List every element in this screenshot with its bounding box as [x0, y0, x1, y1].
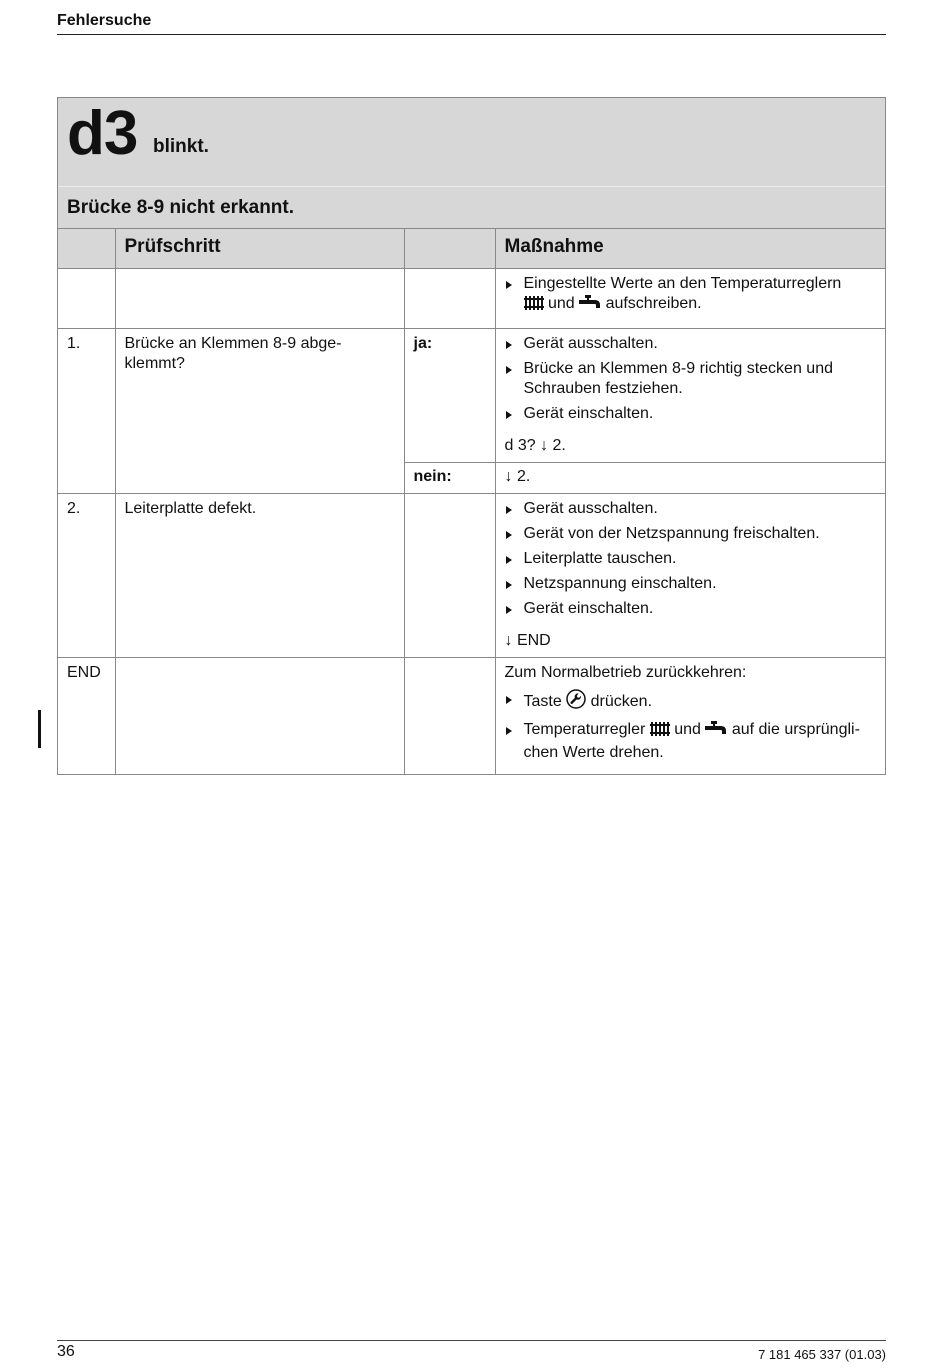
answer-no: nein:	[404, 463, 495, 494]
action-list	[505, 689, 877, 763]
step-number: 1.	[58, 329, 115, 494]
header-num	[58, 229, 115, 269]
radiator-icon	[524, 295, 544, 317]
section-title: Fehlersuche	[57, 12, 152, 29]
fault-cause	[58, 187, 885, 229]
list-item: Gerät einschalten.	[505, 599, 877, 619]
action-list	[505, 274, 877, 317]
action-list	[505, 499, 877, 619]
list-item: Gerät ausschalten.	[505, 334, 877, 354]
table-row	[58, 329, 885, 463]
radiator-icon	[650, 721, 670, 743]
tap-icon	[705, 721, 727, 743]
table-row	[58, 658, 885, 775]
step-number: 2.	[58, 494, 115, 658]
action-intro: Zum Normalbetrieb zurückkehren:	[504, 664, 747, 681]
step-result: ↓ END	[504, 632, 551, 649]
fault-status: blinkt.	[153, 136, 209, 157]
fault-title-band	[58, 98, 885, 187]
list-item: Gerät ausschalten.	[505, 499, 877, 519]
action-list	[505, 334, 877, 424]
fault-cause-text: Brücke 8-9 nicht erkannt.	[67, 197, 295, 218]
fault-table-box	[57, 97, 886, 775]
tap-icon	[579, 295, 601, 317]
change-bar	[38, 710, 41, 748]
list-item: Netzspannung einschalten.	[505, 574, 877, 594]
page-number: 36	[57, 1343, 75, 1360]
section-header	[57, 12, 886, 35]
table-row	[58, 494, 885, 658]
step-result: d 3? ↓ 2.	[504, 437, 566, 454]
step-number: END	[58, 658, 115, 775]
step-check: Leiterplatte defekt.	[115, 494, 404, 658]
fault-code: d3	[67, 99, 138, 168]
header-action: Maßnahme	[495, 229, 885, 269]
list-item: Taste drücken.	[505, 689, 877, 715]
header-answer	[404, 229, 495, 269]
answer-yes: ja:	[404, 329, 495, 463]
step-result: ↓ 2.	[495, 463, 885, 494]
footer	[57, 1340, 886, 1362]
wrench-button-icon	[566, 689, 586, 715]
step-check: Brücke an Klemmen 8-9 abgeklemmt?	[115, 329, 404, 494]
list-item: Temperaturregler und auf die ursprünglichen Werte drehen.	[505, 720, 877, 763]
list-item: Gerät einschalten.	[505, 404, 877, 424]
table-header-row	[58, 229, 885, 269]
check-table	[58, 229, 885, 774]
list-item: Leiterplatte tauschen.	[505, 549, 877, 569]
list-item: Brücke an Klemmen 8-9 richtig stecken und Schrauben festziehen.	[505, 359, 877, 399]
header-step: Prüfschritt	[115, 229, 404, 269]
doc-number: 7 181 465 337 (01.03)	[758, 1347, 886, 1362]
list-item: Eingestellte Werte an den Temperaturreglern und aufschreiben.	[505, 274, 877, 317]
list-item: Gerät von der Netzspannung freischalten.	[505, 524, 877, 544]
table-row	[58, 269, 885, 329]
